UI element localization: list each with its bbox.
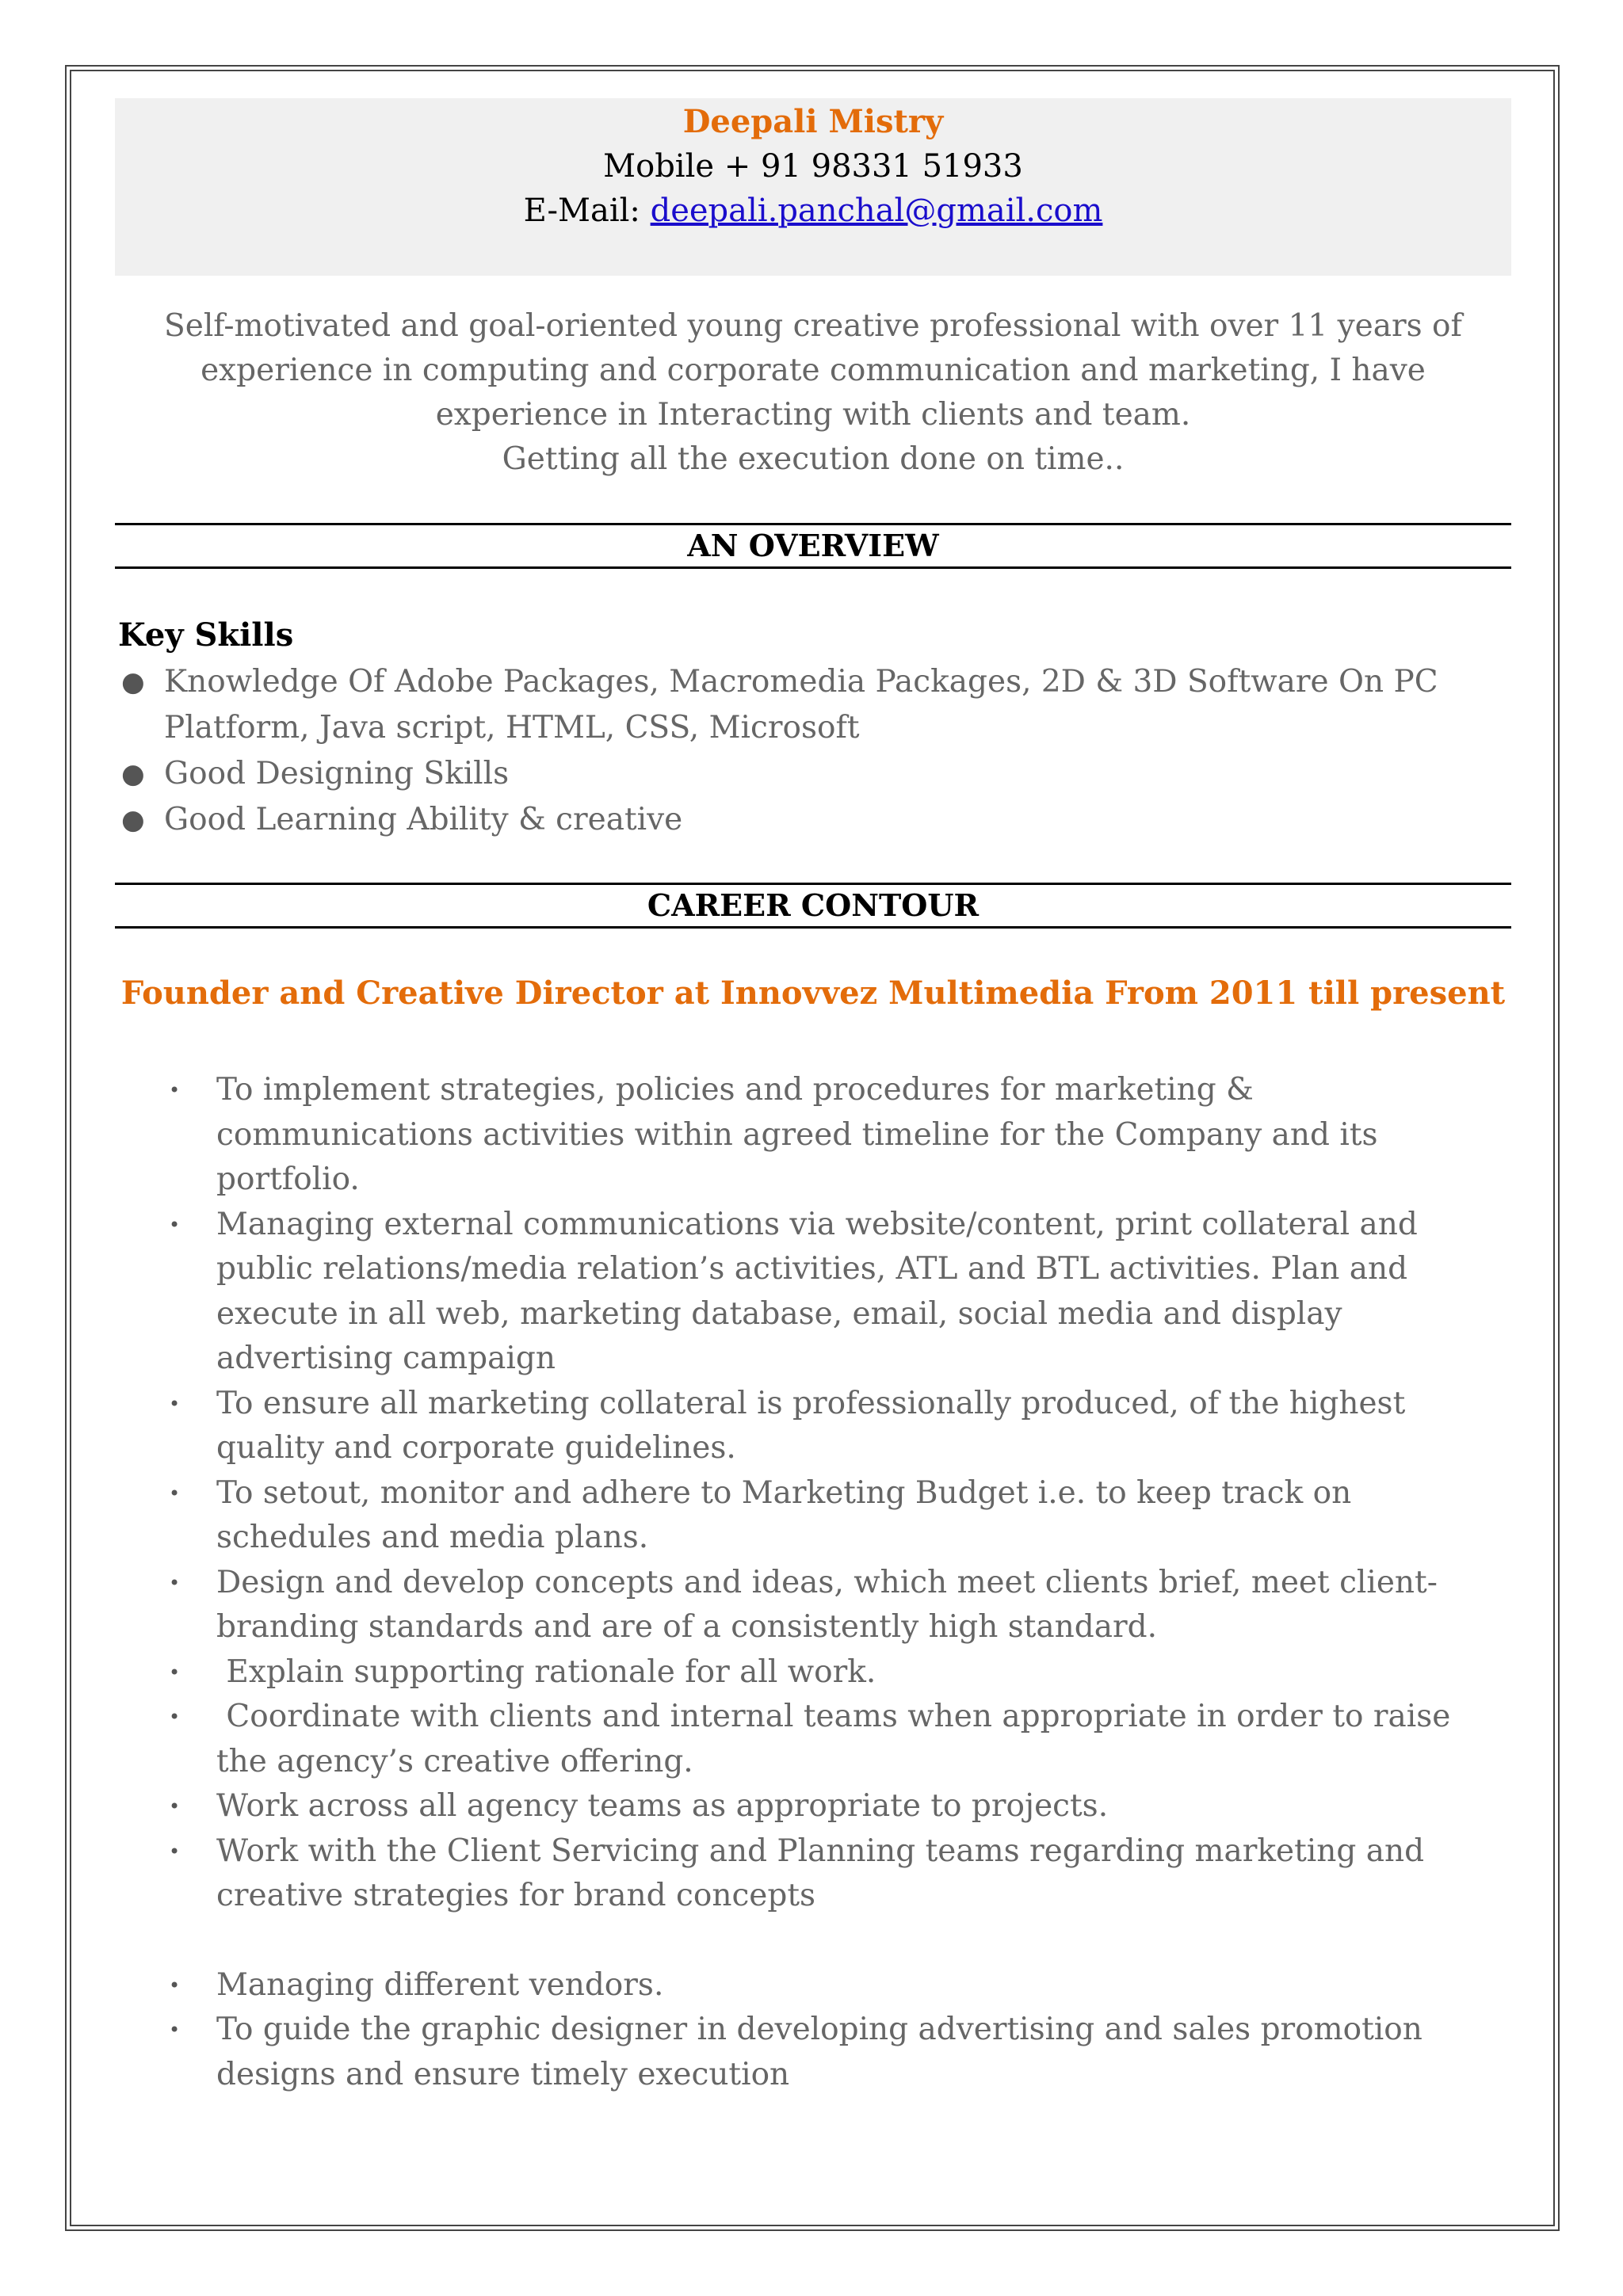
email-link[interactable]: deepali.panchal@gmail.com: [650, 193, 1103, 229]
duty-text: Design and develop concepts and ideas, which meet clients brief, meet client-branding standards and are of a consistently high standard.: [216, 1564, 1438, 1645]
list-item: [115, 1561, 1511, 1650]
duty-text: To implement strategies, policies and procedures for marketing & communications activities within agreed timeline for the Company and its portfolio.: [216, 1072, 1378, 1197]
contact-header: [115, 98, 1511, 276]
list-item: [115, 1203, 1511, 1382]
mobile-number: Mobile + 91 98331 51933: [603, 148, 1023, 185]
summary-paragraph: Self-motivated and goal-oriented young creative professional with over 11 years of experience in computing and corporate communication and marketing, I have experience in Interacting with clients and team.: [164, 308, 1462, 433]
bullet-icon: •: [169, 1482, 181, 1505]
bullet-icon: ●: [121, 666, 145, 698]
summary-paragraph: Getting all the execution done on time..: [502, 441, 1125, 477]
duty-text: Managing different vendors.: [216, 1966, 664, 2003]
bullet-icon: •: [169, 1571, 181, 1594]
duties-list: [115, 1068, 1511, 2097]
duty-text: To ensure all marketing collateral is professionally produced, of the highest quality and corporate guidelines.: [216, 1385, 1406, 1466]
bullet-icon: •: [169, 1706, 181, 1728]
list-item: [115, 2008, 1511, 2097]
bullet-icon: •: [169, 2019, 181, 2041]
skill-text: Good Designing Skills: [164, 756, 510, 791]
bullet-icon: •: [169, 1795, 181, 1817]
duty-text: Work across all agency teams as appropriate to projects.: [216, 1788, 1109, 1824]
list-item: [115, 1650, 1511, 1695]
bullet-icon: •: [169, 1079, 181, 1101]
bullet-icon: •: [169, 1213, 181, 1236]
bullet-icon: ●: [121, 758, 145, 790]
bullet-icon: •: [169, 1840, 181, 1863]
duty-text: Coordinate with clients and internal teams when appropriate in order to raise the agency’s creative offering.: [216, 1699, 1461, 1779]
skill-text: Knowledge Of Adobe Packages, Macromedia Packages, 2D & 3D Software On PC Platform, Java script, HTML, CSS, Microsoft: [164, 664, 1438, 746]
duty-text: Explain supporting rationale for all work.: [216, 1653, 876, 1690]
list-item: [115, 1471, 1511, 1561]
list-item: [115, 1068, 1511, 1203]
list-item: [115, 751, 1511, 797]
list-item: [115, 659, 1511, 751]
bullet-icon: •: [169, 1661, 181, 1684]
duty-text: To guide the graphic designer in developing advertising and sales promotion designs and ensure timely execution: [216, 2012, 1423, 2092]
list-item: [115, 1382, 1511, 1471]
skill-text: Good Learning Ability & creative: [164, 802, 683, 837]
list-item: [115, 1963, 1511, 2008]
list-item: [115, 1784, 1511, 1829]
career-heading: CAREER CONTOUR: [115, 883, 1511, 929]
bullet-icon: ●: [121, 804, 145, 836]
duty-text: Managing external communications via website/content, print collateral and public relations/media relation’s activities, ATL and BTL activities. Plan and execute in all web, marketing database, email, social media and display advertising campaign: [216, 1206, 1418, 1376]
bullet-icon: •: [169, 1392, 181, 1415]
duty-text: Work with the Client Servicing and Planning teams regarding marketing and creative strategies for brand concepts: [216, 1833, 1425, 1913]
list-item: [115, 1829, 1511, 1919]
email-label: E-Mail:: [523, 193, 651, 229]
job-title: Founder and Creative Director at Innovvez Multimedia From 2011 till present: [120, 974, 1506, 1012]
list-item: [115, 1695, 1511, 1784]
candidate-name: Deepali Mistry: [682, 103, 944, 140]
resume-content: [115, 98, 1511, 2097]
list-item: [115, 797, 1511, 843]
overview-heading: AN OVERVIEW: [115, 523, 1511, 569]
key-skills-title: Key Skills: [118, 616, 294, 654]
key-skills-list: [115, 659, 1511, 843]
bullet-icon: •: [169, 1974, 181, 1997]
email-line: [115, 189, 1511, 233]
profile-summary: [115, 304, 1511, 482]
duty-text: To setout, monitor and adhere to Marketing Budget i.e. to keep track on schedules and media plans.: [216, 1474, 1352, 1555]
